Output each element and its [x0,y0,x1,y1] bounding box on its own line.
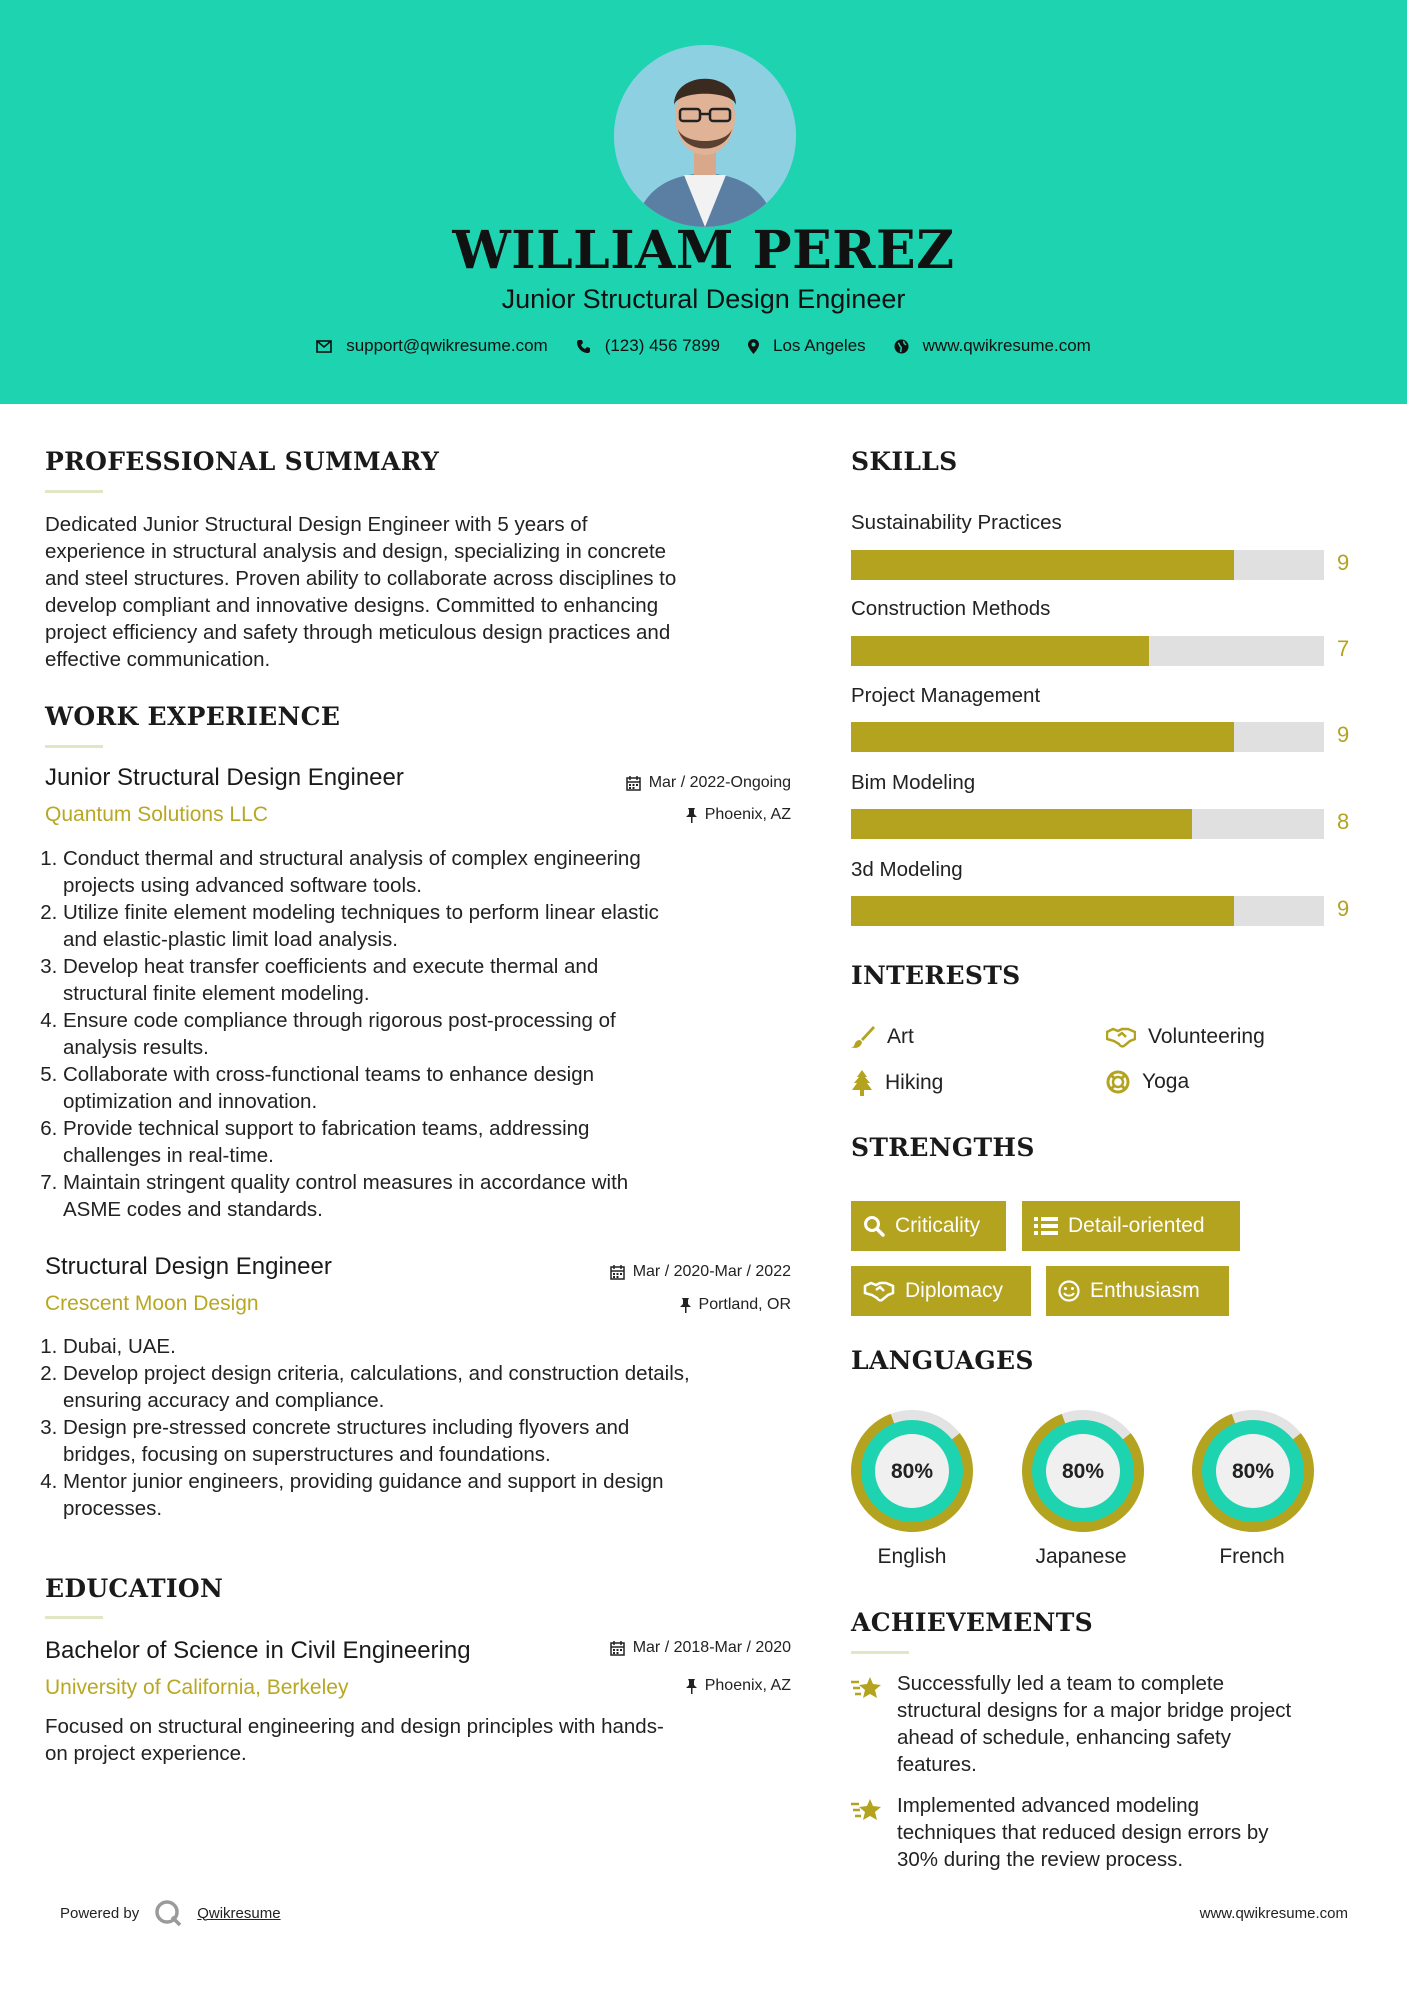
qwikresume-logo-icon [153,1898,183,1928]
experience-underline [45,745,103,748]
contact-phone[interactable] [576,336,720,356]
contact-location [748,336,866,356]
achievement-item: Implemented advanced modeling techniques that reduced design errors by 30% during the review process. [851,1792,1371,1873]
skill-name: Bim Modeling [851,771,976,794]
tree-icon [851,1070,873,1096]
languages-heading: LANGUAGES [851,1346,1034,1375]
education-dates: Mar / 2018-Mar / 2020 [500,1639,791,1657]
skill-bar [851,809,1324,839]
list-item: 5. Collaborate with cross-functional teams to enhance design optimization and innovation. [63,1061,823,1115]
job-dates: Mar / 2020-Mar / 2022 [500,1263,791,1281]
skills-heading: SKILLS [851,447,958,476]
degree-title: Bachelor of Science in Civil Engineering [45,1637,471,1664]
profile-photo [614,45,796,227]
skill-value: 8 [1337,809,1350,834]
header-banner [0,0,1407,404]
achievements-underline [851,1651,909,1654]
skill-bar-fill [851,722,1234,752]
job-responsibilities [45,845,823,1223]
calendar-icon [610,1265,625,1280]
strength-chip: Criticality [851,1201,1006,1251]
strength-chip: Diplomacy [851,1266,1031,1316]
skill-bar [851,636,1324,666]
list-item: 3. Develop heat transfer coefficients and execute thermal and structural finite element modeling. [63,953,823,1007]
list-item: 6. Provide technical support to fabrication teams, addressing challenges in real-time. [63,1115,823,1169]
skill-bar [851,550,1324,580]
language-percent: 80% [1061,1460,1105,1483]
skill-value: 9 [1337,722,1350,747]
school-name: University of California, Berkeley [45,1676,349,1699]
phone-text: (123) 456 7899 [604,336,721,355]
smile-icon [1058,1280,1080,1302]
interest-item: Art [851,1025,914,1049]
globe-icon [894,339,909,354]
language-gauge [849,1408,975,1534]
list-icon [1034,1216,1058,1236]
website-text: www.qwikresume.com [922,336,1091,355]
email-text: support@qwikresume.com [346,336,548,355]
language-gauge [1020,1408,1146,1534]
brand-link[interactable]: Qwikresume [197,1904,281,1922]
skill-bar-fill [851,550,1234,580]
lifebuoy-icon [1106,1070,1130,1094]
company-name: Crescent Moon Design [45,1292,259,1315]
skill-bar-fill [851,896,1234,926]
candidate-name: WILLIAM PEREZ [452,220,955,281]
skill-bar-fill [851,636,1149,666]
interest-item: Volunteering [1106,1025,1265,1049]
list-item: 1. Conduct thermal and structural analysis of complex engineering projects using advanced software tools. [63,845,823,899]
handshake-icon [1106,1026,1136,1048]
interest-item: Hiking [851,1070,943,1096]
skill-bar [851,896,1324,926]
paintbrush-icon [851,1025,875,1049]
envelope-icon [316,340,332,353]
job-title: Structural Design Engineer [45,1253,332,1280]
job-location: Portland, OR [500,1296,791,1314]
pushpin-icon [680,1298,691,1313]
experience-heading: WORK EXPERIENCE [45,702,341,731]
strength-chip: Detail-oriented [1022,1201,1240,1251]
education-description: Focused on structural engineering and design principles with hands- on project experience. [45,1715,664,1765]
skill-name: Sustainability Practices [851,511,1062,534]
shooting-star-icon [851,1796,883,1824]
summary-text: Dedicated Junior Structural Design Engineer with 5 years of experience in structural analysis and design, specializing in concrete and steel structures. Proven ability to collaborate across disciplines to develop compliant and innovative designs. Committed to enhancing project efficiency and safety through meticulous design practices and effective communication. [45,513,677,671]
shooting-star-icon [851,1674,883,1702]
strengths-heading: STRENGTHS [851,1133,1035,1162]
achievements-heading: ACHIEVEMENTS [851,1608,1093,1637]
list-item: 1. Dubai, UAE. [63,1333,823,1360]
footer-powered-by [60,1898,281,1928]
list-item: 2. Utilize finite element modeling techniques to perform linear elastic and elastic-plastic limit load analysis. [63,899,823,953]
list-item: 2. Develop project design criteria, calculations, and construction details, ensuring accuracy and compliance. [63,1360,823,1414]
education-heading: EDUCATION [45,1574,224,1603]
summary-heading: PROFESSIONAL SUMMARY [45,447,440,476]
skill-name: Project Management [851,684,1041,707]
list-item: 4. Mentor junior engineers, providing guidance and support in design processes. [63,1468,823,1522]
contact-website[interactable] [894,336,1091,356]
strength-chip: Enthusiasm [1046,1266,1229,1316]
skill-value: 9 [1337,896,1350,921]
candidate-title: Junior Structural Design Engineer [501,284,906,314]
job-responsibilities [45,1333,823,1522]
skill-bar [851,722,1324,752]
education-location: Phoenix, AZ [500,1677,791,1695]
education-underline [45,1616,103,1619]
handshake-icon [863,1280,895,1302]
contact-email[interactable] [316,336,548,356]
list-item: 4. Ensure code compliance through rigorous post-processing of analysis results. [63,1007,823,1061]
search-icon [863,1215,885,1237]
location-text: Los Angeles [773,336,866,355]
job-title: Junior Structural Design Engineer [45,764,404,791]
language-name: French [1219,1545,1285,1568]
language-name: English [877,1545,947,1568]
language-percent: 80% [890,1460,934,1483]
calendar-icon [610,1641,625,1656]
pushpin-icon [686,1679,697,1694]
footer-website[interactable]: www.qwikresume.com [1199,1905,1348,1922]
job-dates: Mar / 2022-Ongoing [500,774,791,792]
list-item: 7. Maintain stringent quality control measures in accordance with ASME codes and standards. [63,1169,823,1223]
skill-value: 7 [1337,636,1350,661]
interests-heading: INTERESTS [851,961,1021,990]
calendar-icon [626,776,641,791]
achievement-item: Successfully led a team to complete structural designs for a major bridge project ahead of schedule, enhancing safety features. [851,1670,1371,1778]
powered-by-label: Powered by [60,1904,140,1922]
job-location: Phoenix, AZ [500,806,791,824]
map-pin-icon [748,339,759,354]
skill-value: 9 [1337,550,1350,575]
summary-underline [45,490,103,493]
skill-name: Construction Methods [851,597,1051,620]
language-percent: 80% [1231,1460,1275,1483]
company-name: Quantum Solutions LLC [45,803,268,826]
list-item: 3. Design pre-stressed concrete structures including flyovers and bridges, focusing on superstructures and foundations. [63,1414,823,1468]
interest-item: Yoga [1106,1070,1189,1094]
contact-row [0,336,1407,356]
skill-bar-fill [851,809,1192,839]
language-name: Japanese [1035,1545,1127,1568]
language-gauge [1190,1408,1316,1534]
skill-name: 3d Modeling [851,858,963,881]
pushpin-icon [686,808,697,823]
phone-icon [576,339,591,354]
